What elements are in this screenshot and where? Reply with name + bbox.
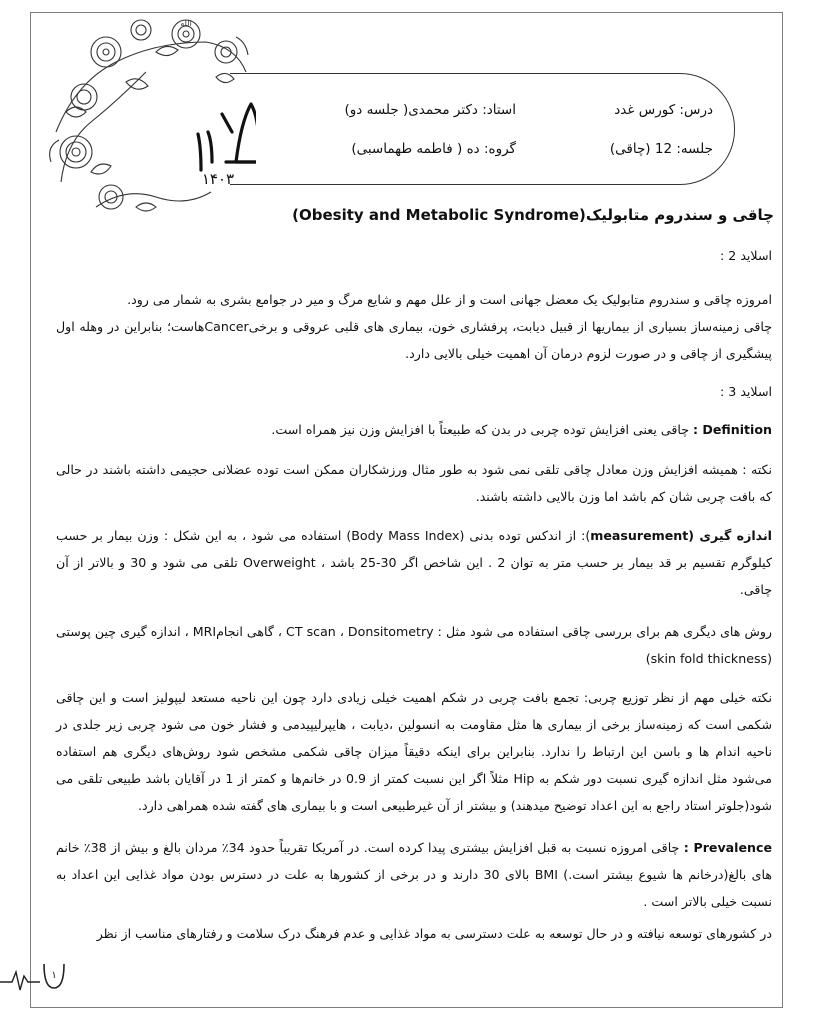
definition-paragraph	[56, 416, 772, 443]
prevalence-term: Prevalence :	[683, 840, 773, 855]
slide3-label: اسلاید 3 :	[720, 384, 772, 399]
slide2-paragraph-2: چاقی زمینه‌ساز بسیاری از بیماریها از قبیل دیابت، پرفشاری خون، بیماری های قلبی عروقی و برخیCancerهاست؛ بنابراین در وهله اول پیشگیری از چاقی و در صورت لزوم درمان آن اهمیت خیلی بالایی دارد.	[56, 319, 772, 361]
page-number: ۱	[51, 970, 57, 981]
prevalence-text: چاقی امروزه نسبت به قبل افزایش بیشتری پیدا کرده است. در آمریکا تقریباً حدود 34٪ مردان بالغ و بیش از 38٪ خانم های بالغ(درخانم ها شیوع بیشتر است.) BMI بالای 30 دارند و در برخی از کشورها به علت در دسترس بودن مواد غذایی این اعداد به نسبت خیلی بالاتر است .	[56, 840, 772, 909]
session-label: جلسه: 12 (چاقی)	[609, 141, 713, 157]
page-title: چاقی و سندروم متابولیک(Obesity and Metabolic Syndrome)	[292, 206, 774, 224]
note-weight-paragraph: نکته : همیشه افزایش وزن معادل چاقی تلقی نمی شود به طور مثال ورزشکاران ممکن است توده عضلانی حجیمی داشته باشند در حالی که بافت چربی شان کم باشد اما وزن بالایی داشته باشند.	[56, 462, 772, 504]
heartbeat-page-icon	[0, 958, 80, 998]
definition-text: چاقی یعنی افزایش توده چربی در بدن که طبیعتاً با افزایش وزن نیز همراه است.	[271, 422, 693, 437]
methods-paragraph: روش های دیگری هم برای بررسی چاقی استفاده می شود مثل : CT scan ، Donsitometry ، گاهی انجامMRI ، اندازه گیری چین پوستی (skin fold thickness)	[56, 624, 772, 666]
slide2-paragraph-1: امروزه چاقی و سندروم متابولیک یک معضل جهانی است و از علل مهم و شایع مرگ و میر در جوامع بشری به شمار می رود.	[127, 292, 772, 307]
last-line-paragraph: در کشورهای توسعه نیافته و در حال توسعه به علت دسترسی به مواد غذایی و عدم فرهنگ درک سلامت و رفتارهای مناسب از نظر	[96, 926, 772, 941]
definition-term: Definition :	[693, 422, 772, 437]
prevalence-paragraph	[56, 834, 772, 915]
course-label: درس: کورس غدد	[614, 102, 713, 118]
measurement-paragraph	[56, 522, 772, 603]
header-box	[230, 73, 735, 185]
svg-text:۱۴۰۳: ۱۴۰۳	[201, 170, 235, 188]
fat-distribution-paragraph: نکته خیلی مهم از نظر توزیع چربی: تجمع بافت چربی در شکم اهمیت خیلی زیادی دارد چون این ناحیه مستعد لیپولیز است و این چاقی شکمی است که زمینه‌ساز برخی از بیماری ها مثل مقاومت به انسولین ،دیابت ، هایپرلیپیدمی و فشار خون می شود چربی زیر جلدی در ناحیه اندام ها و باسن این ارتباط را ندارد. بنابراین برای اینکه دقیقاً میزان چاقی شکمی مشخص شود روش‌های دیگری هم استفاده می‌شود مثل اندازه گیری نسبت دور شکم به Hip مثلاً اگر این نسبت کمتر از 0.9 در خانم‌ها و کمتر از 1 در آقایان باشد طبیعی تلقی می شود(جلوتر استاد راجع به این اعداد توضیح میدهند) و بیشتر از آن غیرطبیعی است و با بیماری های گفته شده همراهی دارد.	[56, 690, 772, 813]
teacher-label: استاد: دکتر محمدی( جلسه دو)	[344, 102, 516, 118]
floral-ornament-logo	[36, 12, 256, 218]
measurement-term: اندازه گیری (measurement	[590, 528, 772, 543]
svg-text:الله: الله	[180, 19, 192, 28]
measurement-text: ): از اندکس توده بدنی (Body Mass Index) استفاده می شود ، به این شکل : وزن بیمار بر حسب کیلوگرم تقسیم بر قد بیمار بر حسب متر به توان 2 . این شاخص اگر 30-25 باشد ، Overweight تلقی می شود و 30 و بالاتر از آن چاقی.	[56, 528, 772, 597]
slide2-label: اسلاید 2 :	[720, 248, 772, 263]
group-label: گروه: ده ( فاطمه طهماسبی)	[351, 141, 516, 157]
